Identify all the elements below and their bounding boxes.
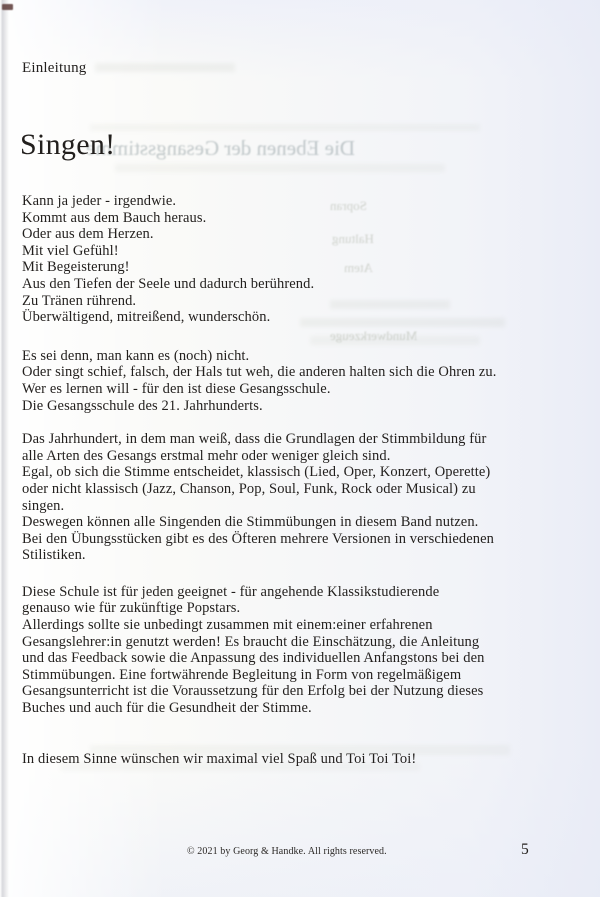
paragraph <box>22 584 572 717</box>
text-line: Wer es lernen will - für den ist diese Gesangsschule. <box>22 380 331 397</box>
text-line: In diesem Sinne wünschen wir maximal viel Spaß und Toi Toi Toi! <box>22 750 417 767</box>
show-through-smudge <box>90 124 480 131</box>
text-line: Kommt aus dem Bauch heraus. <box>22 209 207 226</box>
show-through-heading: Die Ebenen der Gesangsstimme <box>86 136 355 160</box>
text-line: singen. <box>22 497 65 514</box>
show-through-label: Mundwerkzeuge <box>330 328 418 343</box>
text-line: Das Jahrhundert, in dem man weiß, dass die Grundlagen der Stimmbildung für <box>22 431 487 448</box>
show-through-smudge <box>115 164 445 172</box>
show-through-label: Haltung <box>332 231 374 246</box>
text-line: Überwältigend, mitreißend, wunderschön. <box>22 309 271 326</box>
text-line: Egal, ob sich die Stimme entscheidet, klassisch (Lied, Oper, Konzert, Operette) <box>22 464 491 481</box>
page-title: Singen! <box>20 128 116 161</box>
footer-copyright: © 2021 by Georg & Handke. All rights reserved. <box>187 846 387 857</box>
text-line: Oder aus dem Herzen. <box>22 226 154 243</box>
body-text <box>22 193 572 767</box>
paragraph <box>22 193 572 326</box>
text-line: oder nicht klassisch (Jazz, Chanson, Pop, Soul, Funk, Rock oder Musical) zu <box>22 480 476 497</box>
text-line: Es sei denn, man kann es (noch) nicht. <box>22 347 250 364</box>
text-line: Diese Schule ist für jeden geeignet - für angehende Klassikstudierende <box>22 583 440 600</box>
text-line: Die Gesangsschule des 21. Jahrhunderts. <box>22 397 263 414</box>
show-through-label: Sopran <box>330 198 367 213</box>
text-line: Mit Begeisterung! <box>22 259 130 276</box>
text-line: alle Arten des Gesangs erstmal mehr oder weniger gleich sind. <box>22 447 391 464</box>
text-line: Zu Tränen rührend. <box>22 292 137 309</box>
paragraph <box>22 751 572 768</box>
text-line: Mit viel Gefühl! <box>22 242 119 259</box>
text-line: Deswegen können alle Singenden die Stimmübungen in diesem Band nutzen. <box>22 514 479 531</box>
text-line: Gesangslehrer:in genutzt werden! Es braucht die Einschätzung, die Anleitung <box>22 633 480 650</box>
text-line: und das Feedback sowie die Anpassung des individuellen Anfangstons bei den <box>22 650 485 667</box>
paragraph <box>22 348 572 414</box>
page-number: 5 <box>521 841 529 858</box>
text-line: Stimmübungen. Eine fortwährende Begleitung in Form von regelmäßigem <box>22 666 462 683</box>
text-line: genauso wie für zukünftige Popstars. <box>22 600 241 617</box>
text-line: Aus den Tiefen der Seele und dadurch berührend. <box>22 275 315 292</box>
show-through-label: Atem <box>344 260 373 275</box>
text-line: Oder singt schief, falsch, der Hals tut weh, die anderen halten sich die Ohren zu. <box>22 364 497 381</box>
text-line: Bei den Übungsstücken gibt es des Öfteren mehrere Versionen in verschiedenen <box>22 530 494 547</box>
text-line: Stilistiken. <box>22 547 86 564</box>
show-through-smudge <box>95 63 235 72</box>
scan-edge-shadow <box>0 0 9 897</box>
section-kicker: Einleitung <box>22 60 87 76</box>
text-line: Allerdings sollte sie unbedingt zusammen mit einem:einer erfahrenen <box>22 617 433 634</box>
text-line: Kann ja jeder - irgendwie. <box>22 193 177 209</box>
scan-artifact-mark <box>2 4 13 10</box>
paragraph <box>22 431 572 564</box>
text-line: Gesangsunterricht ist die Voraussetzung für den Erfolg bei der Nutzung dieses <box>22 683 484 700</box>
text-line: Buches und auch für die Gesundheit der Stimme. <box>22 700 312 717</box>
